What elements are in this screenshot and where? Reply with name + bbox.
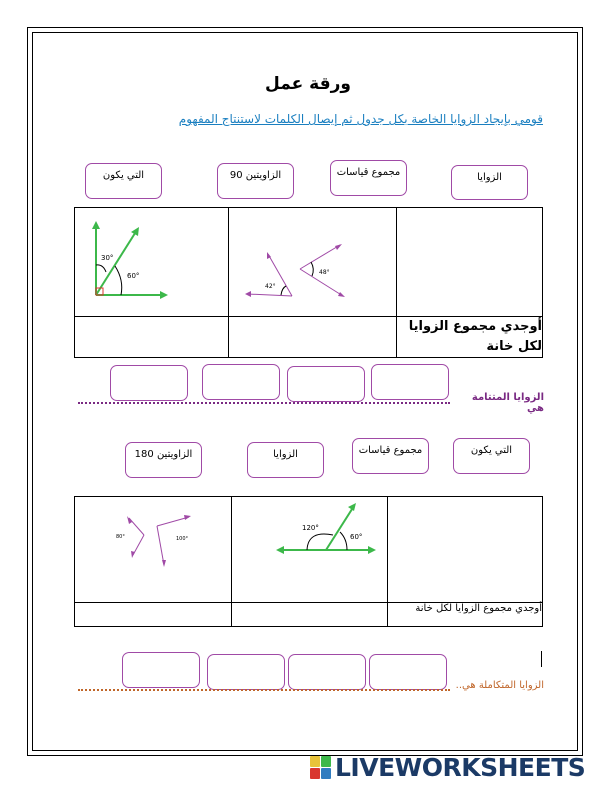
complementary-figure-2 xyxy=(229,208,396,312)
liveworksheets-logo[interactable] xyxy=(310,753,586,782)
supplementary-angles-label: الزوايا المتكاملة هي.. xyxy=(455,680,544,691)
word-card-which-2[interactable]: التي يكون xyxy=(453,438,530,474)
blank-slot-7[interactable] xyxy=(207,654,285,690)
sum-question-2: أوجدي مجموع الزوايا لكل خانة xyxy=(388,603,543,627)
angles-table-2 xyxy=(74,496,543,627)
word-card-two-angles-180[interactable]: الزاويتين 180 xyxy=(125,442,202,478)
figure-cell-3 xyxy=(75,497,232,603)
dotted-answer-line-2 xyxy=(78,689,450,691)
answer-cell-2[interactable] xyxy=(229,317,397,358)
figure-cell-4 xyxy=(232,497,388,603)
angle-label-80: 80° xyxy=(116,534,125,540)
angle-label-60: 60° xyxy=(127,272,140,280)
answer-cell-1[interactable] xyxy=(75,317,229,358)
blank-slot-6[interactable] xyxy=(288,654,366,690)
blank-slot-2[interactable] xyxy=(287,366,365,402)
figure-cell-2 xyxy=(229,208,397,317)
brand-name: LIVEWORKSHEETS xyxy=(335,753,586,782)
complementary-angles-label: الزوايا المتتامة هي xyxy=(471,392,544,414)
sum-question: أوجدي مجموع الزوايا لكل خانة xyxy=(397,317,543,358)
blank-slot-1[interactable] xyxy=(371,364,449,400)
text-cursor xyxy=(541,651,542,667)
angle-label-120: 120° xyxy=(302,524,319,532)
angle-label-60b: 60° xyxy=(350,533,363,541)
figure-cell-1 xyxy=(75,208,229,317)
brand-icon xyxy=(310,756,332,780)
empty-cell xyxy=(397,208,543,317)
blank-slot-4[interactable] xyxy=(110,365,188,401)
angle-label-30: 30° xyxy=(101,254,114,262)
word-card-angles[interactable]: الزوايا xyxy=(451,165,528,200)
word-card-which[interactable]: التي يكون xyxy=(85,163,162,199)
blank-slot-3[interactable] xyxy=(202,364,280,400)
angle-label-42: 42° xyxy=(265,283,276,290)
angle-label-48: 48° xyxy=(319,269,330,276)
supplementary-figure-2 xyxy=(75,497,231,598)
angle-label-100: 100° xyxy=(176,536,189,542)
instruction-text: قومي بإيجاد الزوايا الخاصة بكل جدول ثم إيصال الكلمات لاستنتاج المفهوم xyxy=(178,112,543,126)
angles-table-1 xyxy=(74,207,543,358)
supplementary-figure-1 xyxy=(232,497,387,598)
word-card-sum[interactable]: مجموع قياسات xyxy=(330,160,407,196)
word-card-angles-2[interactable]: الزوايا xyxy=(247,442,324,478)
answer-cell-3[interactable] xyxy=(75,603,232,627)
word-card-sum-2[interactable]: مجموع قياسات xyxy=(352,438,429,474)
worksheet-title: ورقة عمل xyxy=(265,74,351,94)
blank-slot-5[interactable] xyxy=(369,654,447,690)
answer-cell-4[interactable] xyxy=(232,603,388,627)
empty-cell-2 xyxy=(388,497,543,603)
blank-slot-8[interactable] xyxy=(122,652,200,688)
complementary-figure-1 xyxy=(75,208,228,312)
word-card-two-angles-90[interactable]: الزاويتين 90 xyxy=(217,163,294,199)
dotted-answer-line-1 xyxy=(78,402,450,404)
